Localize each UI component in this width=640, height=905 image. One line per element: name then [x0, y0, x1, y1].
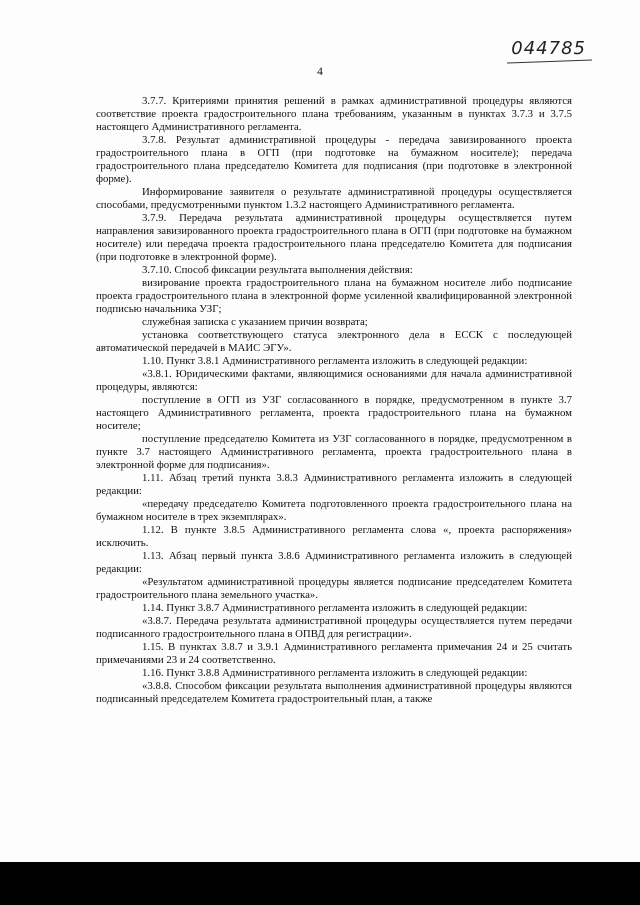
- paragraph: 1.10. Пункт 3.8.1 Административного регламента изложить в следующей редакции:: [142, 355, 528, 367]
- paragraph: «3.8.1. Юридическими фактами, являющимися основаниями для начала административной процедуры, являются:: [96, 368, 572, 393]
- paragraph: 1.14. Пункт 3.8.7 Административного регламента изложить в следующей редакции:: [142, 602, 528, 614]
- paragraph: 1.12. В пункте 3.8.5 Административного регламента слова «, проекта распоряжения» исключить.: [96, 524, 572, 549]
- paragraph: «Результатом административной процедуры является подписание председателем Комитета градостроительного плана земельного участка».: [96, 576, 572, 601]
- paragraph: 1.16. Пункт 3.8.8 Административного регламента изложить в следующей редакции:: [142, 667, 528, 679]
- paragraph: 3.7.9. Передача результата административной процедуры осуществляется путем направления завизированного проекта градостроительного плана в ОГП (при подготовке на бумажном носителе) или передача проекта градостроительного плана председателю Комитета для подписания (при подготовке в электронной форме).: [96, 212, 572, 263]
- handwritten-registration-number: 044785: [511, 38, 586, 59]
- paragraph: поступление в ОГП из УЗГ согласованного в порядке, предусмотренном в пункте 3.7 настоящего Административного регламента, проекта градостроительного плана на бумажном носителе;: [96, 394, 572, 432]
- paragraph: 3.7.8. Результат административной процедуры - передача завизированного проекта градостроительного плана в ОГП (при подготовке на бумажном носителе); передача градостроительного плана председателю Комитета для подписания (при подготовке в электронной форме).: [96, 134, 572, 185]
- paragraph: 1.15. В пунктах 3.8.7 и 3.9.1 Административного регламента примечания 24 и 25 считать примечаниями 23 и 24 соответственно.: [96, 641, 572, 666]
- paragraph: 3.7.10. Способ фиксации результата выполнения действия:: [142, 264, 413, 276]
- paragraph: 3.7.7. Критериями принятия решений в рамках административной процедуры являются соответствие проекта градостроительного плана требованиям, указанным в пунктах 3.7.3 и 3.7.5 настоящего Административного регламента.: [96, 95, 572, 133]
- paragraph: поступление председателю Комитета из УЗГ согласованного в порядке, предусмотренном в пункте 3.7 настоящего Административного регламента, проекта градостроительного плана в электронной форме для подписания».: [96, 433, 572, 471]
- paragraph: 1.11. Абзац третий пункта 3.8.3 Административного регламента изложить в следующей редакции:: [96, 472, 572, 497]
- paragraph: «передачу председателю Комитета подготовленного проекта градостроительного плана на бумажном носителе в трех экземплярах».: [96, 498, 572, 523]
- paragraph: служебная записка с указанием причин возврата;: [142, 316, 368, 328]
- paragraph: 1.13. Абзац первый пункта 3.8.6 Административного регламента изложить в следующей редакции:: [96, 550, 572, 575]
- paragraph: Информирование заявителя о результате административной процедуры осуществляется способами, предусмотренными пунктом 1.3.2 настоящего Административного регламента.: [96, 186, 572, 211]
- paragraph: установка соответствующего статуса электронного дела в ЕССК с последующей автоматической передачей в МАИС ЭГУ».: [96, 329, 572, 354]
- paragraph: «3.8.7. Передача результата административной процедуры осуществляется путем передачи подписанного градостроительного плана в ОПВД для регистрации».: [96, 615, 572, 640]
- page-number: 4: [317, 66, 323, 78]
- scan-border: [0, 862, 640, 905]
- paragraph: визирование проекта градостроительного плана на бумажном носителе либо подписание проекта градостроительного плана в электронной форме усиленной квалифицированной электронной подписью начальника УЗГ;: [96, 277, 572, 315]
- document-body: [96, 95, 572, 706]
- paragraph: «3.8.8. Способом фиксации результата выполнения административной процедуры являются подписанный председателем Комитета градостроительный план, а также: [96, 680, 572, 705]
